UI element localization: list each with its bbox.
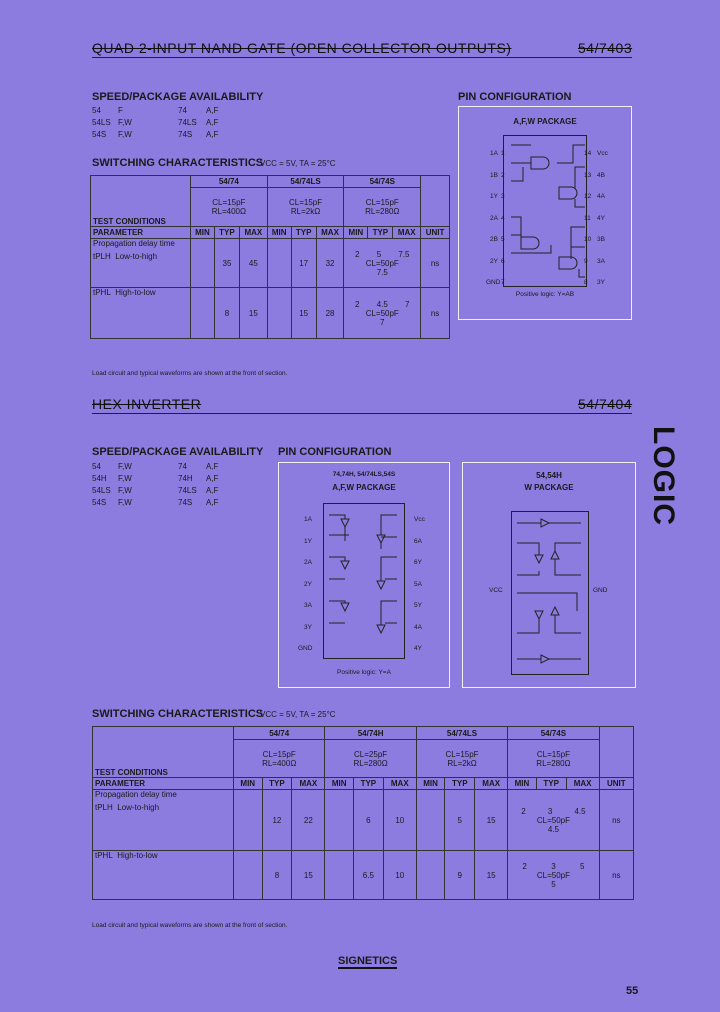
brand-logo: SIGNETICS: [338, 955, 398, 967]
section1-note: Load circuit and typical waveforms are shown at the front of section.: [92, 370, 288, 377]
section1-title-rule: [92, 57, 632, 58]
col-head: MAX: [316, 227, 344, 239]
family-header: 54/74S: [508, 727, 599, 740]
pkg-title: 54,54H: [536, 471, 562, 480]
family-header: 54/74LS: [267, 176, 344, 188]
family-header: 54/74: [234, 727, 325, 740]
col-head: TYP: [353, 778, 383, 790]
section1-switching-table: [90, 175, 450, 339]
load-condition: CL=15pF RL=280Ω: [508, 740, 599, 778]
col-head: MIN: [191, 227, 215, 239]
col-head: MAX: [475, 778, 508, 790]
table-cell: 5: [445, 790, 475, 851]
tplh-param: Propagation delay time tPLH Low-to-high: [93, 790, 234, 851]
family-header: 54/74H: [325, 727, 416, 740]
col-head: MAX: [239, 227, 267, 239]
table-cell: 28: [316, 288, 344, 339]
section1-part-number: 54/7403: [578, 40, 633, 56]
section2-part-number: 54/7404: [578, 396, 633, 412]
table-cell: 8: [214, 288, 239, 339]
table-cell: [234, 851, 263, 900]
speed-row: 54LS F,W 74LS A,F: [92, 486, 219, 495]
unit-blank: [599, 727, 633, 778]
speed-row: 54S F,W 74S A,F: [92, 498, 219, 507]
section2-speed-heading: SPEED/PACKAGE AVAILABILITY: [92, 446, 264, 458]
s-cell-group: 2 4.5 7 CL=50pF 7: [344, 288, 421, 339]
col-head: UNIT: [599, 778, 633, 790]
s-cell-group: 2 3 4.5 CL=50pF 4.5: [508, 790, 599, 851]
section2-note: Load circuit and typical waveforms are shown at the front of section.: [92, 922, 288, 929]
table-cell: 22: [292, 790, 325, 851]
tphl-param: tPHL High-to-low: [93, 851, 234, 900]
inverter-schematic-2: [463, 463, 635, 687]
table-cell: 35: [214, 239, 239, 288]
family-header: 54/74LS: [416, 727, 507, 740]
section1-switching-conditions: VCC = 5V, TA = 25°C: [260, 159, 336, 168]
section2-title-rule: [92, 413, 632, 414]
col-head: TYP: [445, 778, 475, 790]
col-head: TYP: [262, 778, 292, 790]
col-head: MIN: [234, 778, 263, 790]
section1-left-pin-numbers: 1 2 3 4 5 6 7: [501, 150, 505, 286]
logic-equation: Positive logic: Y=AB: [515, 291, 575, 298]
test-conditions-label: TEST CONDITIONS: [93, 727, 234, 778]
section1-speed-heading: SPEED/PACKAGE AVAILABILITY: [92, 91, 264, 103]
table-cell: 15: [475, 851, 508, 900]
table-cell: [325, 851, 354, 900]
section2-right-pins: Vcc 6A 6Y 5A 5Y 4A 4Y: [414, 516, 425, 652]
parameter-label: PARAMETER: [93, 778, 234, 790]
gnd-label: GND: [593, 587, 608, 594]
section1-pin-heading: PIN CONFIGURATION: [458, 91, 572, 103]
table-cell: [234, 790, 263, 851]
table-cell: 12: [262, 790, 292, 851]
table-cell: [191, 288, 215, 339]
section2-pin-heading: PIN CONFIGURATION: [278, 446, 392, 458]
table-cell: ns: [599, 790, 633, 851]
section2-speed-table: [92, 462, 218, 510]
table-cell: [416, 851, 445, 900]
table-cell: [325, 790, 354, 851]
section1-title: QUAD 2-INPUT NAND GATE (OPEN COLLECTOR OUTPUTS): [92, 40, 512, 56]
col-head: MIN: [344, 227, 368, 239]
pkg-label: W PACKAGE: [524, 483, 574, 492]
family-header: 54/74: [191, 176, 268, 188]
speed-row: 54 F,W 74 A,F: [92, 462, 219, 471]
table-cell: 15: [475, 790, 508, 851]
table-cell: 15: [291, 288, 316, 339]
table-cell: [416, 790, 445, 851]
pkg-label: A,F,W PACKAGE: [513, 117, 577, 126]
s-cell-group: 2 3 5 CL=50pF 5: [508, 851, 599, 900]
pkg-title: 74,74H, 54/74LS,54S: [332, 471, 396, 478]
section1-right-pin-numbers: 14 13 12 11 10 9 8: [584, 150, 592, 286]
tplh-param: Propagation delay time tPLH Low-to-high: [91, 239, 191, 288]
col-head: MAX: [393, 227, 421, 239]
section2-title: HEX INVERTER: [92, 396, 202, 412]
table-cell: [267, 239, 291, 288]
table-cell: 6.5: [353, 851, 383, 900]
table-cell: 17: [291, 239, 316, 288]
speed-row: 54 F 74 A,F: [92, 106, 219, 115]
section2-left-pins: 1A 1Y 2A 2Y 3A 3Y GND: [298, 516, 313, 652]
table-cell: 32: [316, 239, 344, 288]
tphl-param: tPHL High-to-low: [91, 288, 191, 339]
col-head: MIN: [325, 778, 354, 790]
vcc-label: VCC: [489, 587, 503, 594]
table-cell: 15: [292, 851, 325, 900]
col-head: MIN: [508, 778, 537, 790]
load-condition: CL=25pF RL=280Ω: [325, 740, 416, 778]
col-head: MAX: [383, 778, 416, 790]
section2-switching-heading: SWITCHING CHARACTERISTICS: [92, 708, 264, 720]
section1-speed-table: [92, 106, 218, 142]
speed-row: 54H F,W 74H A,F: [92, 474, 219, 483]
table-cell: [191, 239, 215, 288]
table-cell: ns: [421, 288, 450, 339]
table-cell: ns: [421, 239, 450, 288]
load-condition: CL=15pF RL=280Ω: [344, 188, 421, 227]
col-head: TYP: [536, 778, 566, 790]
col-head: TYP: [291, 227, 316, 239]
pkg-label: A,F,W PACKAGE: [332, 483, 396, 492]
family-header: 54/74S: [344, 176, 421, 188]
table-cell: 8: [262, 851, 292, 900]
col-head: TYP: [214, 227, 239, 239]
table-cell: 6: [353, 790, 383, 851]
table-cell: 15: [239, 288, 267, 339]
section2-switching-conditions: VCC = 5V, TA = 25°C: [260, 710, 336, 719]
col-head: UNIT: [421, 227, 450, 239]
table-cell: [267, 288, 291, 339]
section2-switching-table: [92, 726, 634, 900]
load-condition: CL=15pF RL=2kΩ: [267, 188, 344, 227]
section1-left-pins: 1A 1B 1Y 2A 2B 2Y GND: [486, 150, 501, 286]
section1-switching-heading: SWITCHING CHARACTERISTICS: [92, 157, 264, 169]
test-conditions-label: TEST CONDITIONS: [91, 176, 191, 227]
unit-blank: [421, 176, 450, 227]
load-condition: CL=15pF RL=400Ω: [191, 188, 268, 227]
table-cell: 10: [383, 851, 416, 900]
col-head: TYP: [368, 227, 393, 239]
page-number: 55: [626, 985, 639, 997]
speed-row: 54S F,W 74S A,F: [92, 130, 219, 139]
table-cell: ns: [599, 851, 633, 900]
load-condition: CL=15pF RL=2kΩ: [416, 740, 507, 778]
logic-equation: Positive logic: Y=A: [337, 669, 391, 676]
table-cell: 9: [445, 851, 475, 900]
table-cell: 45: [239, 239, 267, 288]
col-head: MIN: [267, 227, 291, 239]
col-head: MAX: [292, 778, 325, 790]
logic-logo: LOGIC: [647, 426, 680, 526]
col-head: MAX: [566, 778, 599, 790]
parameter-label: PARAMETER: [91, 227, 191, 239]
speed-row: 54LS F,W 74LS A,F: [92, 118, 219, 127]
table-cell: 10: [383, 790, 416, 851]
col-head: MIN: [416, 778, 445, 790]
section2-pin-diagram-2: [462, 462, 636, 688]
s-cell-group: 2 5 7.5 CL=50pF 7.5: [344, 239, 421, 288]
load-condition: CL=15pF RL=400Ω: [234, 740, 325, 778]
section1-right-pins: Vcc 4B 4A 4Y 3B 3A 3Y: [597, 150, 608, 286]
